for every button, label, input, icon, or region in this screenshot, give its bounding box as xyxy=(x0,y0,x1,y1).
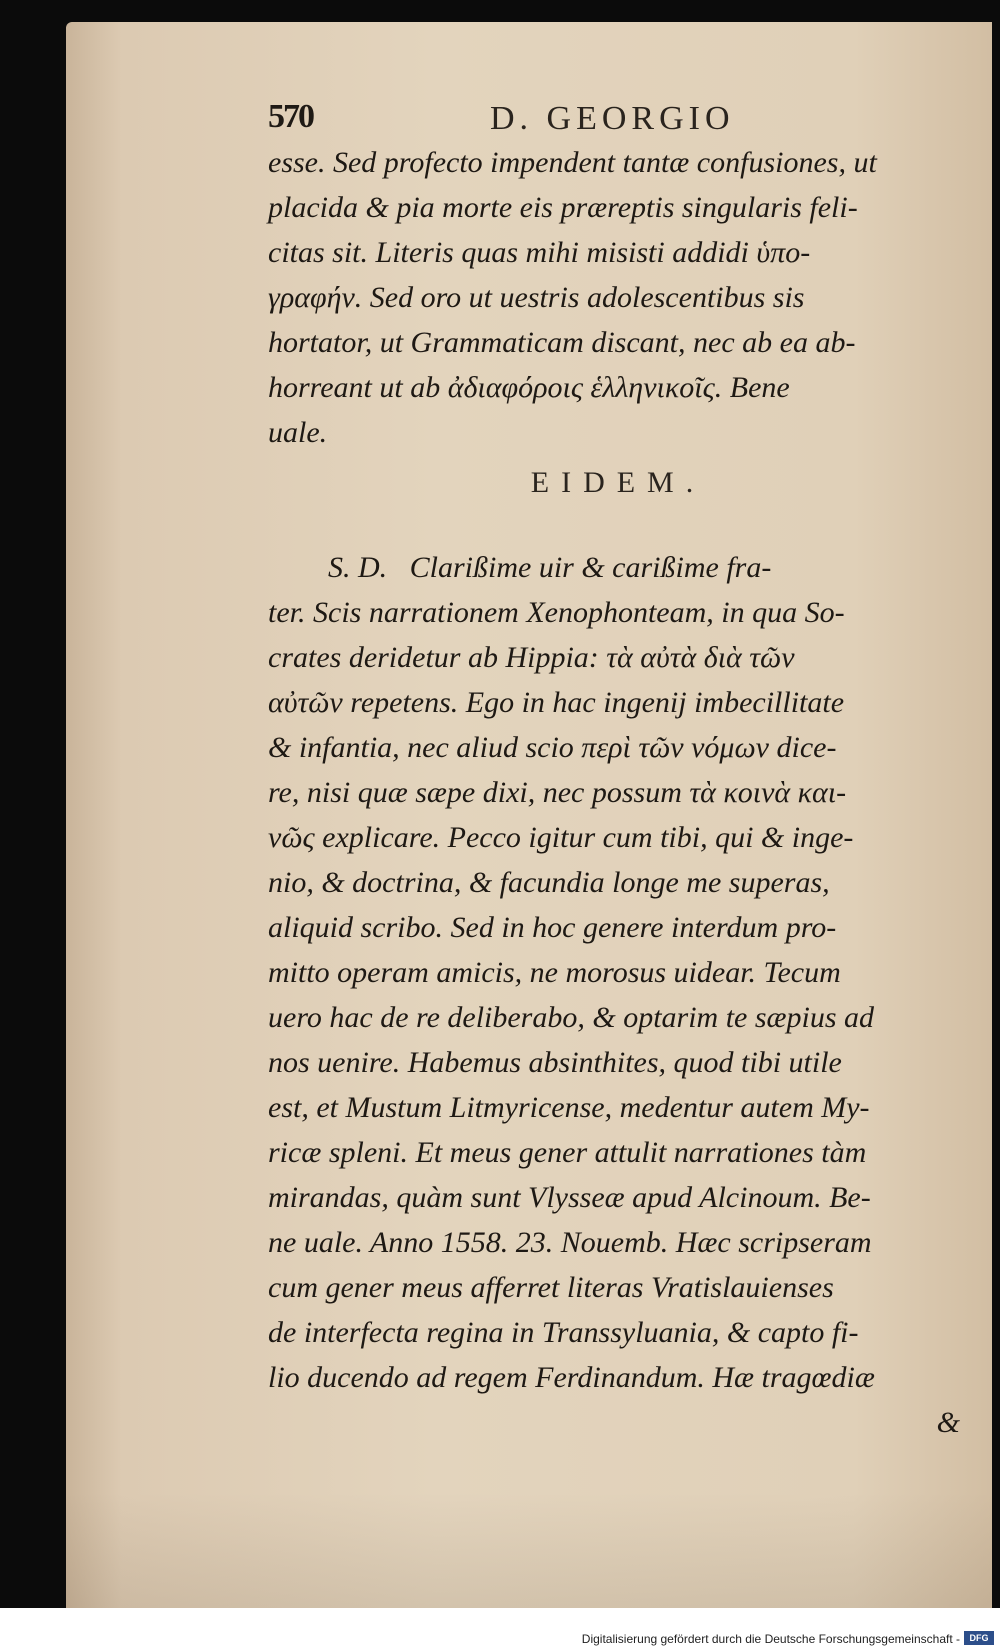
text-line: citas sit. Literis quas mihi misisti addidi ὑπο- xyxy=(268,236,811,269)
text-line: hortator, ut Grammaticam discant, nec ab ea ab- xyxy=(268,326,856,359)
text-line: γραφήν. Sed oro ut uestris adolescentibus sis xyxy=(268,281,805,314)
text-line: lio ducendo ad regem Ferdinandum. Hæ tragœdiæ xyxy=(268,1361,875,1394)
text-line: de interfecta regina in Transsyluania, & capto fi- xyxy=(268,1316,859,1349)
text-line: ter. Scis narrationem Xenophonteam, in qua So- xyxy=(268,596,845,629)
catchword: & xyxy=(936,1406,960,1439)
text-line: S. D. Clarißime uir & carißime fra- xyxy=(268,551,772,584)
text-line: aliquid scribo. Sed in hoc genere interdum pro- xyxy=(268,911,837,944)
page-number: 570 xyxy=(268,98,313,135)
text-line: αὐτῶν repetens. Ego in hac ingenij imbecillitate xyxy=(268,686,845,719)
text-line: νῶς explicare. Pecco igitur cum tibi, qui & inge- xyxy=(268,821,854,854)
text-line: ricæ spleni. Et meus gener attulit narrationes tàm xyxy=(268,1136,867,1169)
text-line: nos uenire. Habemus absinthites, quod tibi utile xyxy=(268,1046,842,1079)
text-line: cum gener meus afferret literas Vratislauienses xyxy=(268,1271,834,1304)
section-heading: EIDEM. xyxy=(530,466,706,499)
footer-credit: Digitalisierung gefördert durch die Deutsche Forschungsgemeinschaft - xyxy=(581,1632,960,1646)
text-line: esse. Sed profecto impendent tantæ confusiones, ut xyxy=(268,146,877,179)
text-line: horreant ut ab ἀδιαφόροις ἑλληνικοῖς. Bene xyxy=(268,371,790,404)
text-line: & infantia, nec aliud scio περὶ τῶν νόμων dice- xyxy=(268,731,837,764)
text-line: mitto operam amicis, ne morosus uidear. Tecum xyxy=(268,956,841,989)
text-line: placida & pia morte eis præreptis singularis feli- xyxy=(268,191,858,224)
text-line: uero hac de re deliberabo, & optarim te sæpius ad xyxy=(268,1001,875,1034)
running-head: D. GEORGIO xyxy=(490,100,735,137)
text-line: ne uale. Anno 1558. 23. Nouemb. Hæc scripseram xyxy=(268,1226,872,1259)
digitization-footer xyxy=(0,1608,1000,1648)
text-line: re, nisi quæ sæpe dixi, nec possum τὰ κοινὰ και- xyxy=(268,776,847,809)
text-line: nio, & doctrina, & facundia longe me superas, xyxy=(268,866,830,899)
text-line: crates deridetur ab Hippia: τὰ αὐτὰ διὰ τῶν xyxy=(268,641,795,674)
text-line: uale. xyxy=(268,416,328,449)
text-line: mirandas, quàm sunt Vlysseæ apud Alcinoum. Be- xyxy=(268,1181,871,1214)
text-line: est, et Mustum Litmyricense, medentur autem My- xyxy=(268,1091,870,1124)
dfg-logo-icon[interactable]: DFG xyxy=(964,1631,994,1645)
letter-text xyxy=(268,140,968,1445)
